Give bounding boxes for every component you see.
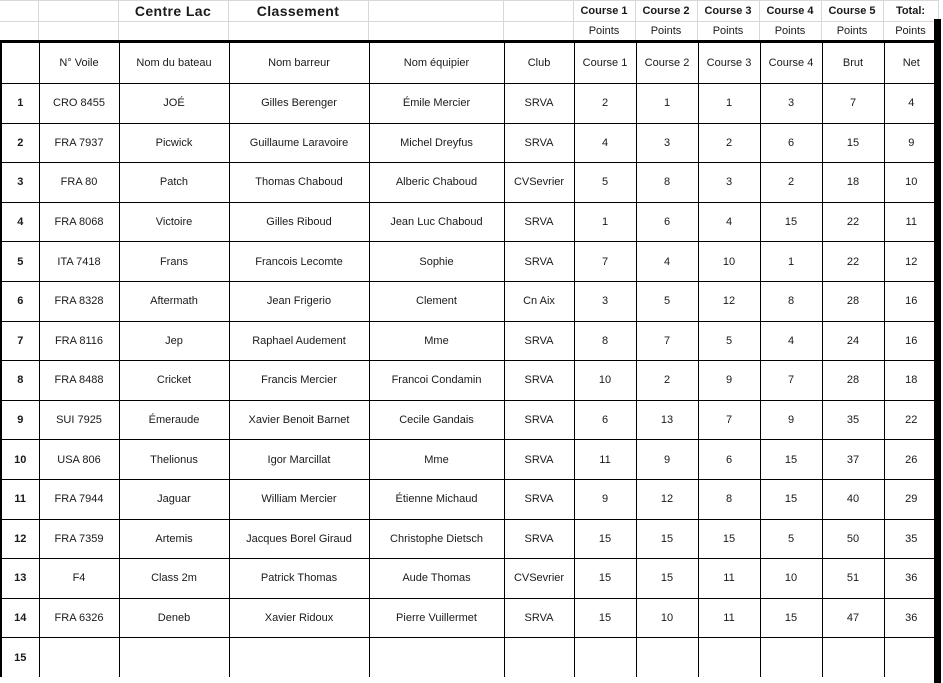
cell-course3-points: 5 (698, 321, 760, 361)
course4-column-header: Course 4 (760, 42, 822, 84)
cell-boat-name: Aftermath (119, 281, 229, 321)
cell-crew-name (369, 638, 504, 679)
course1-column-header: Course 1 (574, 42, 636, 84)
cell-course4-points: 4 (760, 321, 822, 361)
table-row (1, 242, 939, 282)
cell-course4-points: 6 (760, 123, 822, 163)
table-row (1, 598, 939, 638)
cell-boat-name: Victoire (119, 202, 229, 242)
cell-club: SRVA (504, 242, 574, 282)
results-body (1, 84, 939, 679)
cell-helm-name: Gilles Berenger (229, 84, 369, 124)
cell-club: SRVA (504, 202, 574, 242)
cell-crew-name: Christophe Dietsch (369, 519, 504, 559)
cell-course3-points: 8 (698, 479, 760, 519)
cell-course2-points: 4 (636, 242, 698, 282)
cell-rank: 6 (1, 281, 39, 321)
cell-course2-points: 5 (636, 281, 698, 321)
cell-crew-name: Mme (369, 440, 504, 480)
cell-net-points: 29 (884, 479, 939, 519)
cell-brut-points: 15 (822, 123, 884, 163)
cell-net-points: 36 (884, 559, 939, 599)
results-table (0, 40, 940, 680)
barreur-column-header: Nom barreur (229, 42, 369, 84)
cell-course1-points: 15 (574, 559, 636, 599)
cell-net-points: 18 (884, 361, 939, 401)
cell-course3-points: 9 (698, 361, 760, 401)
cell-course1-points: 7 (574, 242, 636, 282)
cell-helm-name: Xavier Ridoux (229, 598, 369, 638)
cell-brut-points: 28 (822, 361, 884, 401)
cell-sail-number: ITA 7418 (39, 242, 119, 282)
cell-net-points: 22 (884, 400, 939, 440)
header-title-row (0, 1, 938, 22)
cell-helm-name: Jean Frigerio (229, 281, 369, 321)
cell-course2-points: 3 (636, 123, 698, 163)
table-row (1, 400, 939, 440)
empty-cell (368, 22, 503, 41)
cell-crew-name: Étienne Michaud (369, 479, 504, 519)
empty-cell (228, 22, 368, 41)
empty-cell (368, 1, 503, 22)
sheet-header (0, 0, 939, 40)
cell-net-points (884, 638, 939, 679)
cell-net-points: 35 (884, 519, 939, 559)
cell-club (504, 638, 574, 679)
page-title: Centre Lac (118, 1, 228, 22)
cell-net-points: 36 (884, 598, 939, 638)
empty-cell (503, 1, 573, 22)
points-label: Points (883, 22, 938, 41)
cell-course4-points (760, 638, 822, 679)
cell-net-points: 12 (884, 242, 939, 282)
cell-crew-name: Mme (369, 321, 504, 361)
cell-club: CVSevrier (504, 163, 574, 203)
cell-helm-name (229, 638, 369, 679)
cell-course1-points (574, 638, 636, 679)
cell-helm-name: Francois Lecomte (229, 242, 369, 282)
cell-sail-number: CRO 8455 (39, 84, 119, 124)
cell-course2-points (636, 638, 698, 679)
cell-course1-points: 1 (574, 202, 636, 242)
cell-net-points: 9 (884, 123, 939, 163)
cell-brut-points: 51 (822, 559, 884, 599)
course4-header: Course 4 (759, 1, 821, 22)
empty-cell (118, 22, 228, 41)
cell-club: SRVA (504, 123, 574, 163)
cell-sail-number: FRA 7944 (39, 479, 119, 519)
cell-course3-points: 3 (698, 163, 760, 203)
cell-sail-number: FRA 8068 (39, 202, 119, 242)
cell-course3-points: 4 (698, 202, 760, 242)
points-label: Points (697, 22, 759, 41)
cell-crew-name: Jean Luc Chaboud (369, 202, 504, 242)
cell-brut-points: 28 (822, 281, 884, 321)
cell-sail-number: F4 (39, 559, 119, 599)
points-label: Points (821, 22, 883, 41)
cell-rank: 9 (1, 400, 39, 440)
course2-column-header: Course 2 (636, 42, 698, 84)
voile-column-header: N° Voile (39, 42, 119, 84)
cell-crew-name: Pierre Vuillermet (369, 598, 504, 638)
cell-crew-name: Cecile Gandais (369, 400, 504, 440)
cell-crew-name: Alberic Chaboud (369, 163, 504, 203)
cell-net-points: 16 (884, 281, 939, 321)
cell-boat-name: Class 2m (119, 559, 229, 599)
table-row (1, 84, 939, 124)
cell-crew-name: Francoi Condamin (369, 361, 504, 401)
cell-crew-name: Émile Mercier (369, 84, 504, 124)
cell-course3-points: 12 (698, 281, 760, 321)
cell-crew-name: Michel Dreyfus (369, 123, 504, 163)
cell-rank: 2 (1, 123, 39, 163)
course5-header: Course 5 (821, 1, 883, 22)
equipier-column-header: Nom équipier (369, 42, 504, 84)
cell-course4-points: 2 (760, 163, 822, 203)
cell-course2-points: 12 (636, 479, 698, 519)
cell-brut-points: 7 (822, 84, 884, 124)
page-subtitle: Classement (228, 1, 368, 22)
cell-net-points: 4 (884, 84, 939, 124)
points-label: Points (635, 22, 697, 41)
table-row (1, 638, 939, 679)
cell-helm-name: Raphael Audement (229, 321, 369, 361)
cell-rank: 4 (1, 202, 39, 242)
cell-brut-points: 18 (822, 163, 884, 203)
cell-boat-name: Frans (119, 242, 229, 282)
cell-course1-points: 9 (574, 479, 636, 519)
cell-course2-points: 10 (636, 598, 698, 638)
cell-net-points: 26 (884, 440, 939, 480)
cell-net-points: 10 (884, 163, 939, 203)
cell-boat-name: Jaguar (119, 479, 229, 519)
cell-boat-name: Cricket (119, 361, 229, 401)
cell-course2-points: 8 (636, 163, 698, 203)
cell-course4-points: 10 (760, 559, 822, 599)
cell-sail-number: FRA 7937 (39, 123, 119, 163)
course3-column-header: Course 3 (698, 42, 760, 84)
cell-rank: 1 (1, 84, 39, 124)
cell-crew-name: Aude Thomas (369, 559, 504, 599)
cell-helm-name: Xavier Benoit Barnet (229, 400, 369, 440)
cell-crew-name: Clement (369, 281, 504, 321)
cell-course3-points: 2 (698, 123, 760, 163)
cell-helm-name: Guillaume Laravoire (229, 123, 369, 163)
cell-sail-number: FRA 80 (39, 163, 119, 203)
cell-course4-points: 7 (760, 361, 822, 401)
table-row (1, 321, 939, 361)
cell-course2-points: 6 (636, 202, 698, 242)
cell-course2-points: 15 (636, 559, 698, 599)
cell-helm-name: Patrick Thomas (229, 559, 369, 599)
cell-course2-points: 1 (636, 84, 698, 124)
cell-boat-name: Artemis (119, 519, 229, 559)
cell-rank: 5 (1, 242, 39, 282)
cell-course3-points: 6 (698, 440, 760, 480)
cell-course1-points: 15 (574, 598, 636, 638)
table-row (1, 559, 939, 599)
table-row (1, 479, 939, 519)
cell-course3-points (698, 638, 760, 679)
cell-course4-points: 15 (760, 440, 822, 480)
cell-boat-name (119, 638, 229, 679)
cell-helm-name: Thomas Chaboud (229, 163, 369, 203)
cell-net-points: 11 (884, 202, 939, 242)
cell-rank: 8 (1, 361, 39, 401)
cell-course4-points: 3 (760, 84, 822, 124)
empty-cell (38, 22, 118, 41)
cell-course3-points: 7 (698, 400, 760, 440)
empty-cell (0, 1, 38, 22)
cell-brut-points: 22 (822, 202, 884, 242)
table-row (1, 281, 939, 321)
cell-sail-number: FRA 8116 (39, 321, 119, 361)
cell-course2-points: 7 (636, 321, 698, 361)
cell-boat-name: Patch (119, 163, 229, 203)
cell-boat-name: Thelionus (119, 440, 229, 480)
table-row (1, 163, 939, 203)
table-row (1, 361, 939, 401)
cell-sail-number (39, 638, 119, 679)
cell-club: SRVA (504, 84, 574, 124)
cell-rank: 3 (1, 163, 39, 203)
empty-cell (0, 22, 38, 41)
cell-net-points: 16 (884, 321, 939, 361)
table-row (1, 123, 939, 163)
cell-course3-points: 15 (698, 519, 760, 559)
cell-brut-points: 47 (822, 598, 884, 638)
cell-helm-name: Igor Marcillat (229, 440, 369, 480)
cell-rank: 15 (1, 638, 39, 679)
cell-club: SRVA (504, 361, 574, 401)
table-row (1, 519, 939, 559)
sheet-bottom-margin (0, 677, 938, 683)
cell-club: SRVA (504, 321, 574, 361)
cell-sail-number: FRA 8328 (39, 281, 119, 321)
cell-course4-points: 5 (760, 519, 822, 559)
cell-brut-points: 40 (822, 479, 884, 519)
cell-course4-points: 9 (760, 400, 822, 440)
cell-course4-points: 15 (760, 202, 822, 242)
cell-course3-points: 1 (698, 84, 760, 124)
cell-rank: 14 (1, 598, 39, 638)
cell-course2-points: 15 (636, 519, 698, 559)
cell-sail-number: FRA 6326 (39, 598, 119, 638)
cell-course4-points: 8 (760, 281, 822, 321)
cell-sail-number: SUI 7925 (39, 400, 119, 440)
cell-club: SRVA (504, 440, 574, 480)
points-label: Points (573, 22, 635, 41)
cell-course3-points: 11 (698, 598, 760, 638)
cell-course2-points: 9 (636, 440, 698, 480)
cell-brut-points: 22 (822, 242, 884, 282)
brut-column-header: Brut (822, 42, 884, 84)
page-edge-strip (934, 19, 941, 683)
cell-course1-points: 15 (574, 519, 636, 559)
cell-course2-points: 2 (636, 361, 698, 401)
cell-rank: 12 (1, 519, 39, 559)
cell-club: SRVA (504, 598, 574, 638)
cell-rank: 13 (1, 559, 39, 599)
cell-sail-number: USA 806 (39, 440, 119, 480)
cell-club: SRVA (504, 479, 574, 519)
cell-boat-name: Deneb (119, 598, 229, 638)
cell-course3-points: 11 (698, 559, 760, 599)
cell-sail-number: FRA 8488 (39, 361, 119, 401)
cell-helm-name: Jacques Borel Giraud (229, 519, 369, 559)
cell-club: SRVA (504, 400, 574, 440)
cell-course1-points: 11 (574, 440, 636, 480)
cell-rank: 11 (1, 479, 39, 519)
cell-course1-points: 8 (574, 321, 636, 361)
cell-boat-name: Picwick (119, 123, 229, 163)
cell-course1-points: 6 (574, 400, 636, 440)
points-label: Points (759, 22, 821, 41)
cell-course4-points: 15 (760, 598, 822, 638)
cell-club: CVSevrier (504, 559, 574, 599)
cell-course1-points: 2 (574, 84, 636, 124)
cell-course1-points: 4 (574, 123, 636, 163)
cell-boat-name: Émeraude (119, 400, 229, 440)
cell-boat-name: JOÉ (119, 84, 229, 124)
cell-boat-name: Jep (119, 321, 229, 361)
cell-rank: 7 (1, 321, 39, 361)
club-column-header: Club (504, 42, 574, 84)
cell-course1-points: 5 (574, 163, 636, 203)
cell-course4-points: 15 (760, 479, 822, 519)
cell-course1-points: 10 (574, 361, 636, 401)
cell-brut-points: 50 (822, 519, 884, 559)
net-column-header: Net (884, 42, 939, 84)
course3-header: Course 3 (697, 1, 759, 22)
cell-club: SRVA (504, 519, 574, 559)
table-row (1, 202, 939, 242)
empty-cell (38, 1, 118, 22)
cell-brut-points: 24 (822, 321, 884, 361)
cell-course2-points: 13 (636, 400, 698, 440)
cell-sail-number: FRA 7359 (39, 519, 119, 559)
cell-brut-points (822, 638, 884, 679)
rank-column-header (1, 42, 39, 84)
cell-helm-name: Gilles Riboud (229, 202, 369, 242)
cell-course1-points: 3 (574, 281, 636, 321)
cell-helm-name: William Mercier (229, 479, 369, 519)
cell-rank: 10 (1, 440, 39, 480)
cell-club: Cn Aix (504, 281, 574, 321)
bateau-column-header: Nom du bateau (119, 42, 229, 84)
cell-crew-name: Sophie (369, 242, 504, 282)
course1-header: Course 1 (573, 1, 635, 22)
cell-brut-points: 35 (822, 400, 884, 440)
header-points-row (0, 22, 938, 41)
total-header: Total: (883, 1, 938, 22)
cell-course4-points: 1 (760, 242, 822, 282)
cell-course3-points: 10 (698, 242, 760, 282)
table-row (1, 440, 939, 480)
cell-helm-name: Francis Mercier (229, 361, 369, 401)
empty-cell (503, 22, 573, 41)
cell-brut-points: 37 (822, 440, 884, 480)
course2-header: Course 2 (635, 1, 697, 22)
column-header-row (1, 42, 939, 84)
